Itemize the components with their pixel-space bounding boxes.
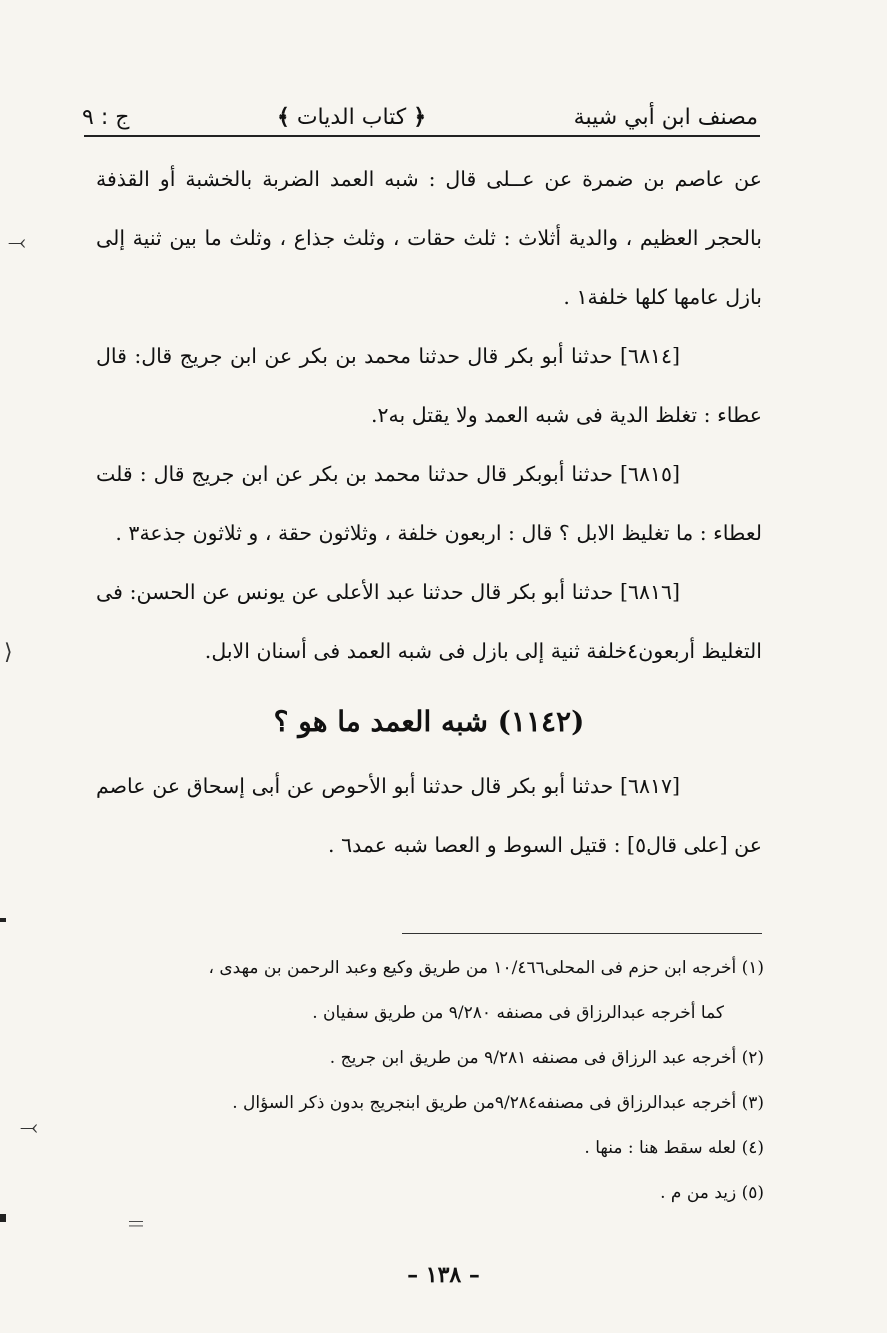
book-title: مصنف ابن أبي شيبة	[573, 105, 758, 130]
volume-number: ج : ٩	[82, 105, 130, 130]
margin-tick-icon: ⤙	[20, 1115, 38, 1140]
paragraph-continuation: عن عاصم بن ضمرة عن عــلى قال : شبه العمد الضربة بالخشبة أو القذفة بالحجر العظيم ، والدية أثلاث : ثلث حقات ، وثلث جذاع ، وثلث ما بين ثنية إلى بازل عامها كلها خلفة١ .	[96, 167, 762, 309]
footnote-3: (٣) أخرجه عبدالرزاق فى مصنفه٩/٢٨٤من طريق ابنجريج بدون ذكر السؤال .	[232, 1093, 764, 1113]
edge-mark	[0, 918, 6, 922]
page-number: – ١٣٨ –	[407, 1262, 480, 1288]
chapter-title-close-bracket: ﴾	[276, 105, 290, 130]
hadith-6817: [٦٨١٧] حدثنا أبو بكر قال حدثنا أبو الأحوص عن أبى إسحاق عن عاصم عن [على قال٥] : قتيل السوط و العصا شبه عمد٦ .	[96, 774, 762, 857]
footnote-1: (١) أخرجه ابن حزم فى المحلى١٠/٤٦٦ من طريق وكيع وعبد الرحمن بن مهدى ،	[208, 958, 764, 978]
footnote-1-continued: كما أخرجه عبدالرزاق فى مصنفه ٩/٢٨٠ من طريق سفيان .	[312, 1003, 724, 1023]
footnote-5: (٥) زيد من م .	[660, 1183, 764, 1203]
page-header	[82, 86, 758, 138]
footnote-divider	[402, 933, 762, 934]
hadith-6814: [٦٨١٤] حدثنا أبو بكر قال حدثنا محمد بن بكر عن ابن جريج قال: قال عطاء : تغلظ الدية فى شبه العمد ولا يقتل به٢.	[96, 344, 762, 427]
header-divider	[84, 135, 760, 137]
chapter-title-open-bracket: ﴿	[413, 105, 427, 130]
footnotes	[100, 946, 764, 1216]
footnote-2: (٢) أخرجه عبد الرزاق فى مصنفه ٩/٢٨١ من طريق ابن جريج .	[329, 1048, 764, 1068]
margin-tick-icon: ⤙	[8, 230, 26, 255]
margin-scribble-icon: ＝	[126, 1212, 146, 1236]
chapter-title-text: كتاب الديات	[296, 105, 407, 130]
margin-tick-icon: ⟨	[4, 640, 13, 665]
chapter-title	[277, 105, 426, 130]
hadith-6815: [٦٨١٥] حدثنا أبوبكر قال حدثنا محمد بن بكر عن ابن جريج قال : قلت لعطاء : ما تغليظ الابل ؟ قال : اربعون خلفة ، وثلاثون حقة ، و ثلاثون جذعة٣ .	[96, 462, 762, 545]
main-text	[96, 150, 762, 875]
edge-mark	[0, 1214, 6, 1222]
hadith-6816: [٦٨١٦] حدثنا أبو بكر قال حدثنا عبد الأعلى عن يونس عن الحسن: فى التغليظ أربعون٤خلفة ثنية إلى بازل فى شبه العمد فى أسنان الابل.	[96, 580, 762, 663]
section-heading: (١١٤٢) شبه العمد ما هو ؟	[273, 705, 585, 738]
footnote-4: (٤) لعله سقط هنا : منها .	[584, 1138, 764, 1158]
